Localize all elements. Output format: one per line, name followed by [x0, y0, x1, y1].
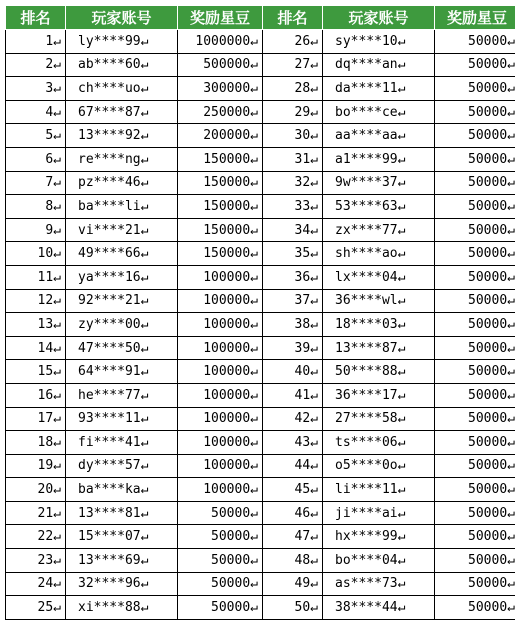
- account-cell: as****73↵: [323, 572, 435, 596]
- account-cell: dy****57↵: [66, 454, 178, 478]
- table-row: [6, 147, 515, 171]
- rank-cell: 8↵: [6, 195, 66, 219]
- account-cell: he****77↵: [66, 383, 178, 407]
- rank-cell: 23↵: [6, 549, 66, 573]
- account-cell: 49****66↵: [66, 242, 178, 266]
- account-cell: 15****07↵: [66, 525, 178, 549]
- rank-cell: 6↵: [6, 147, 66, 171]
- account-cell: 93****11↵: [66, 407, 178, 431]
- rank-cell: 2↵: [6, 53, 66, 77]
- account-cell: zx****77↵: [323, 218, 435, 242]
- account-cell: 67****87↵: [66, 100, 178, 124]
- reward-cell: 50000↵: [435, 195, 515, 219]
- reward-cell: 50000↵: [178, 572, 263, 596]
- account-cell: 13****87↵: [323, 336, 435, 360]
- rank-cell: 30↵: [263, 124, 323, 148]
- account-cell: xi****88↵: [66, 596, 178, 620]
- rank-cell: 32↵: [263, 171, 323, 195]
- reward-cell: 100000↵: [178, 383, 263, 407]
- rank-cell: 21↵: [6, 501, 66, 525]
- reward-cell: 50000↵: [435, 265, 515, 289]
- account-cell: 13****81↵: [66, 501, 178, 525]
- rank-cell: 42↵: [263, 407, 323, 431]
- table-row: [6, 360, 515, 384]
- table-row: [6, 77, 515, 101]
- account-cell: ba****li↵: [66, 195, 178, 219]
- account-cell: 9w****37↵: [323, 171, 435, 195]
- table-row: [6, 525, 515, 549]
- header-account: 玩家账号: [323, 6, 435, 30]
- reward-cell: 150000↵: [178, 147, 263, 171]
- account-cell: o5****0o↵: [323, 454, 435, 478]
- table-row: [6, 501, 515, 525]
- account-cell: sh****ao↵: [323, 242, 435, 266]
- rank-cell: 48↵: [263, 549, 323, 573]
- reward-cell: 50000↵: [435, 147, 515, 171]
- reward-cell: 100000↵: [178, 454, 263, 478]
- rank-cell: 1↵: [6, 30, 66, 54]
- account-cell: sy****10↵: [323, 30, 435, 54]
- account-cell: re****ng↵: [66, 147, 178, 171]
- account-cell: 53****63↵: [323, 195, 435, 219]
- rank-cell: 28↵: [263, 77, 323, 101]
- table-row: [6, 171, 515, 195]
- account-cell: vi****21↵: [66, 218, 178, 242]
- reward-cell: 50000↵: [435, 100, 515, 124]
- account-cell: a1****99↵: [323, 147, 435, 171]
- account-cell: 36****17↵: [323, 383, 435, 407]
- table-row: [6, 572, 515, 596]
- rank-cell: 26↵: [263, 30, 323, 54]
- reward-cell: 50000↵: [435, 549, 515, 573]
- account-cell: 32****96↵: [66, 572, 178, 596]
- reward-cell: 100000↵: [178, 265, 263, 289]
- reward-ranking-table: [5, 5, 515, 620]
- rank-cell: 11↵: [6, 265, 66, 289]
- reward-cell: 100000↵: [178, 407, 263, 431]
- account-cell: pz****46↵: [66, 171, 178, 195]
- account-cell: ch****uo↵: [66, 77, 178, 101]
- rank-cell: 19↵: [6, 454, 66, 478]
- reward-cell: 50000↵: [435, 218, 515, 242]
- header-reward: 奖励星豆: [178, 6, 263, 30]
- account-cell: lx****04↵: [323, 265, 435, 289]
- reward-cell: 150000↵: [178, 242, 263, 266]
- reward-cell: 50000↵: [435, 572, 515, 596]
- rank-cell: 35↵: [263, 242, 323, 266]
- account-cell: 92****21↵: [66, 289, 178, 313]
- header-account: 玩家账号: [66, 6, 178, 30]
- reward-cell: 150000↵: [178, 195, 263, 219]
- rank-cell: 9↵: [6, 218, 66, 242]
- account-cell: bo****ce↵: [323, 100, 435, 124]
- account-cell: ab****60↵: [66, 53, 178, 77]
- table-row: [6, 313, 515, 337]
- reward-cell: 50000↵: [435, 242, 515, 266]
- reward-cell: 300000↵: [178, 77, 263, 101]
- table-row: [6, 478, 515, 502]
- rank-cell: 45↵: [263, 478, 323, 502]
- reward-cell: 100000↵: [178, 289, 263, 313]
- reward-cell: 50000↵: [435, 360, 515, 384]
- reward-cell: 50000↵: [435, 336, 515, 360]
- account-cell: ly****99↵: [66, 30, 178, 54]
- rank-cell: 17↵: [6, 407, 66, 431]
- reward-cell: 1000000↵: [178, 30, 263, 54]
- table-row: [6, 454, 515, 478]
- table-row: [6, 407, 515, 431]
- table-row: [6, 53, 515, 77]
- reward-cell: 50000↵: [435, 171, 515, 195]
- table-row: [6, 242, 515, 266]
- account-cell: ji****ai↵: [323, 501, 435, 525]
- account-cell: 47****50↵: [66, 336, 178, 360]
- account-cell: hx****99↵: [323, 525, 435, 549]
- table-row: [6, 30, 515, 54]
- reward-cell: 100000↵: [178, 336, 263, 360]
- reward-cell: 50000↵: [435, 596, 515, 620]
- rank-cell: 4↵: [6, 100, 66, 124]
- rank-cell: 18↵: [6, 431, 66, 455]
- account-cell: 50****88↵: [323, 360, 435, 384]
- reward-cell: 100000↵: [178, 431, 263, 455]
- table-row: [6, 265, 515, 289]
- table-row: [6, 124, 515, 148]
- rank-cell: 24↵: [6, 572, 66, 596]
- rank-cell: 33↵: [263, 195, 323, 219]
- reward-cell: 150000↵: [178, 218, 263, 242]
- table-row: [6, 549, 515, 573]
- account-cell: ba****ka↵: [66, 478, 178, 502]
- reward-cell: 50000↵: [178, 525, 263, 549]
- reward-cell: 50000↵: [435, 53, 515, 77]
- reward-cell: 100000↵: [178, 313, 263, 337]
- rank-cell: 3↵: [6, 77, 66, 101]
- account-cell: da****11↵: [323, 77, 435, 101]
- rank-cell: 40↵: [263, 360, 323, 384]
- header-rank: 排名: [263, 6, 323, 30]
- account-cell: ts****06↵: [323, 431, 435, 455]
- account-cell: 13****69↵: [66, 549, 178, 573]
- account-cell: 13****92↵: [66, 124, 178, 148]
- reward-cell: 50000↵: [435, 501, 515, 525]
- rank-cell: 49↵: [263, 572, 323, 596]
- table-row: [6, 596, 515, 620]
- reward-cell: 50000↵: [435, 289, 515, 313]
- rank-cell: 43↵: [263, 431, 323, 455]
- rank-cell: 22↵: [6, 525, 66, 549]
- account-cell: bo****04↵: [323, 549, 435, 573]
- rank-cell: 29↵: [263, 100, 323, 124]
- reward-cell: 50000↵: [178, 549, 263, 573]
- table-row: [6, 431, 515, 455]
- rank-cell: 12↵: [6, 289, 66, 313]
- table-body: [6, 30, 515, 620]
- rank-cell: 10↵: [6, 242, 66, 266]
- reward-cell: 50000↵: [435, 77, 515, 101]
- account-cell: dq****an↵: [323, 53, 435, 77]
- rank-cell: 15↵: [6, 360, 66, 384]
- header-reward: 奖励星豆: [435, 6, 515, 30]
- reward-cell: 50000↵: [435, 454, 515, 478]
- reward-cell: 50000↵: [435, 30, 515, 54]
- rank-cell: 14↵: [6, 336, 66, 360]
- reward-cell: 50000↵: [435, 124, 515, 148]
- reward-cell: 50000↵: [435, 478, 515, 502]
- rank-cell: 7↵: [6, 171, 66, 195]
- rank-cell: 25↵: [6, 596, 66, 620]
- rank-cell: 31↵: [263, 147, 323, 171]
- rank-cell: 39↵: [263, 336, 323, 360]
- table-row: [6, 383, 515, 407]
- table-row: [6, 289, 515, 313]
- account-cell: ya****16↵: [66, 265, 178, 289]
- table-row: [6, 195, 515, 219]
- reward-cell: 200000↵: [178, 124, 263, 148]
- header-rank: 排名: [6, 6, 66, 30]
- reward-cell: 100000↵: [178, 360, 263, 384]
- table-row: [6, 100, 515, 124]
- rank-cell: 16↵: [6, 383, 66, 407]
- rank-cell: 36↵: [263, 265, 323, 289]
- account-cell: 38****44↵: [323, 596, 435, 620]
- rank-cell: 47↵: [263, 525, 323, 549]
- account-cell: 64****91↵: [66, 360, 178, 384]
- rank-cell: 5↵: [6, 124, 66, 148]
- reward-cell: 50000↵: [178, 596, 263, 620]
- reward-cell: 250000↵: [178, 100, 263, 124]
- account-cell: zy****00↵: [66, 313, 178, 337]
- header-row: [6, 6, 515, 30]
- rank-cell: 41↵: [263, 383, 323, 407]
- reward-cell: 50000↵: [435, 383, 515, 407]
- table-row: [6, 218, 515, 242]
- reward-cell: 500000↵: [178, 53, 263, 77]
- rank-cell: 46↵: [263, 501, 323, 525]
- reward-cell: 150000↵: [178, 171, 263, 195]
- rank-cell: 13↵: [6, 313, 66, 337]
- account-cell: 27****58↵: [323, 407, 435, 431]
- reward-cell: 50000↵: [435, 313, 515, 337]
- reward-cell: 50000↵: [178, 501, 263, 525]
- account-cell: 36****wl↵: [323, 289, 435, 313]
- account-cell: 18****03↵: [323, 313, 435, 337]
- rank-cell: 27↵: [263, 53, 323, 77]
- reward-cell: 50000↵: [435, 525, 515, 549]
- account-cell: aa****aa↵: [323, 124, 435, 148]
- reward-cell: 50000↵: [435, 431, 515, 455]
- rank-cell: 38↵: [263, 313, 323, 337]
- rank-cell: 20↵: [6, 478, 66, 502]
- rank-cell: 34↵: [263, 218, 323, 242]
- rank-cell: 44↵: [263, 454, 323, 478]
- rank-cell: 50↵: [263, 596, 323, 620]
- reward-cell: 50000↵: [435, 407, 515, 431]
- account-cell: li****11↵: [323, 478, 435, 502]
- account-cell: fi****41↵: [66, 431, 178, 455]
- rank-cell: 37↵: [263, 289, 323, 313]
- table-row: [6, 336, 515, 360]
- reward-cell: 100000↵: [178, 478, 263, 502]
